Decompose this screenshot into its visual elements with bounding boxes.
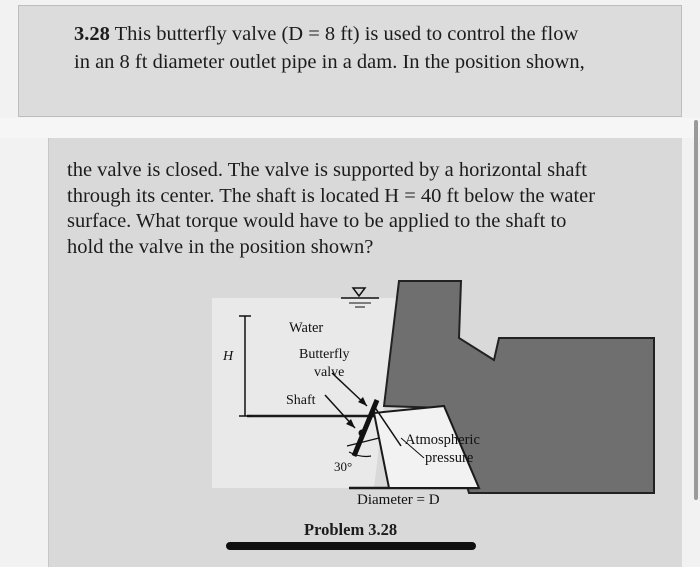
photo-gap [0,118,700,138]
valve-label: valve [314,365,345,380]
main-text-snippet [48,138,682,567]
butterfly-valve-figure [49,138,683,567]
diameter-label: Diameter = D [357,492,440,508]
continuation-line: through its center. The shaft is located H = 40 ft below the water [67,184,596,207]
continuation-line: the valve is closed. The valve is supported by a horizontal shaft [67,159,587,181]
water-label: Water [289,320,324,336]
water-surface-triangle [353,288,365,296]
pressure-label: pressure [425,450,474,466]
home-indicator-bar[interactable] [226,542,476,550]
figure-caption: Problem 3.28 [304,520,398,539]
butterfly-label: Butterfly [299,347,350,362]
statement-line-2: in an 8 ft diameter outlet pipe in a dam. In the position shown, [74,51,585,73]
scroll-indicator[interactable] [694,120,698,500]
continuation-line: surface. What torque would have to be applied to the shaft to [67,210,567,232]
angle-label: 30° [334,459,353,474]
statement-line-1: This butterfly valve (D = 8 ft) is used to control the flow [114,23,579,45]
atmospheric-label: Atmospheric [405,432,480,448]
continuation-line: hold the valve in the position shown? [67,235,374,258]
problem-statement-top [74,20,644,76]
shaft-label: Shaft [286,393,316,408]
top-text-snippet [18,5,682,117]
h-label: H [223,349,234,364]
shaft-dot [359,430,366,437]
problem-number: 3.28 [74,23,110,45]
